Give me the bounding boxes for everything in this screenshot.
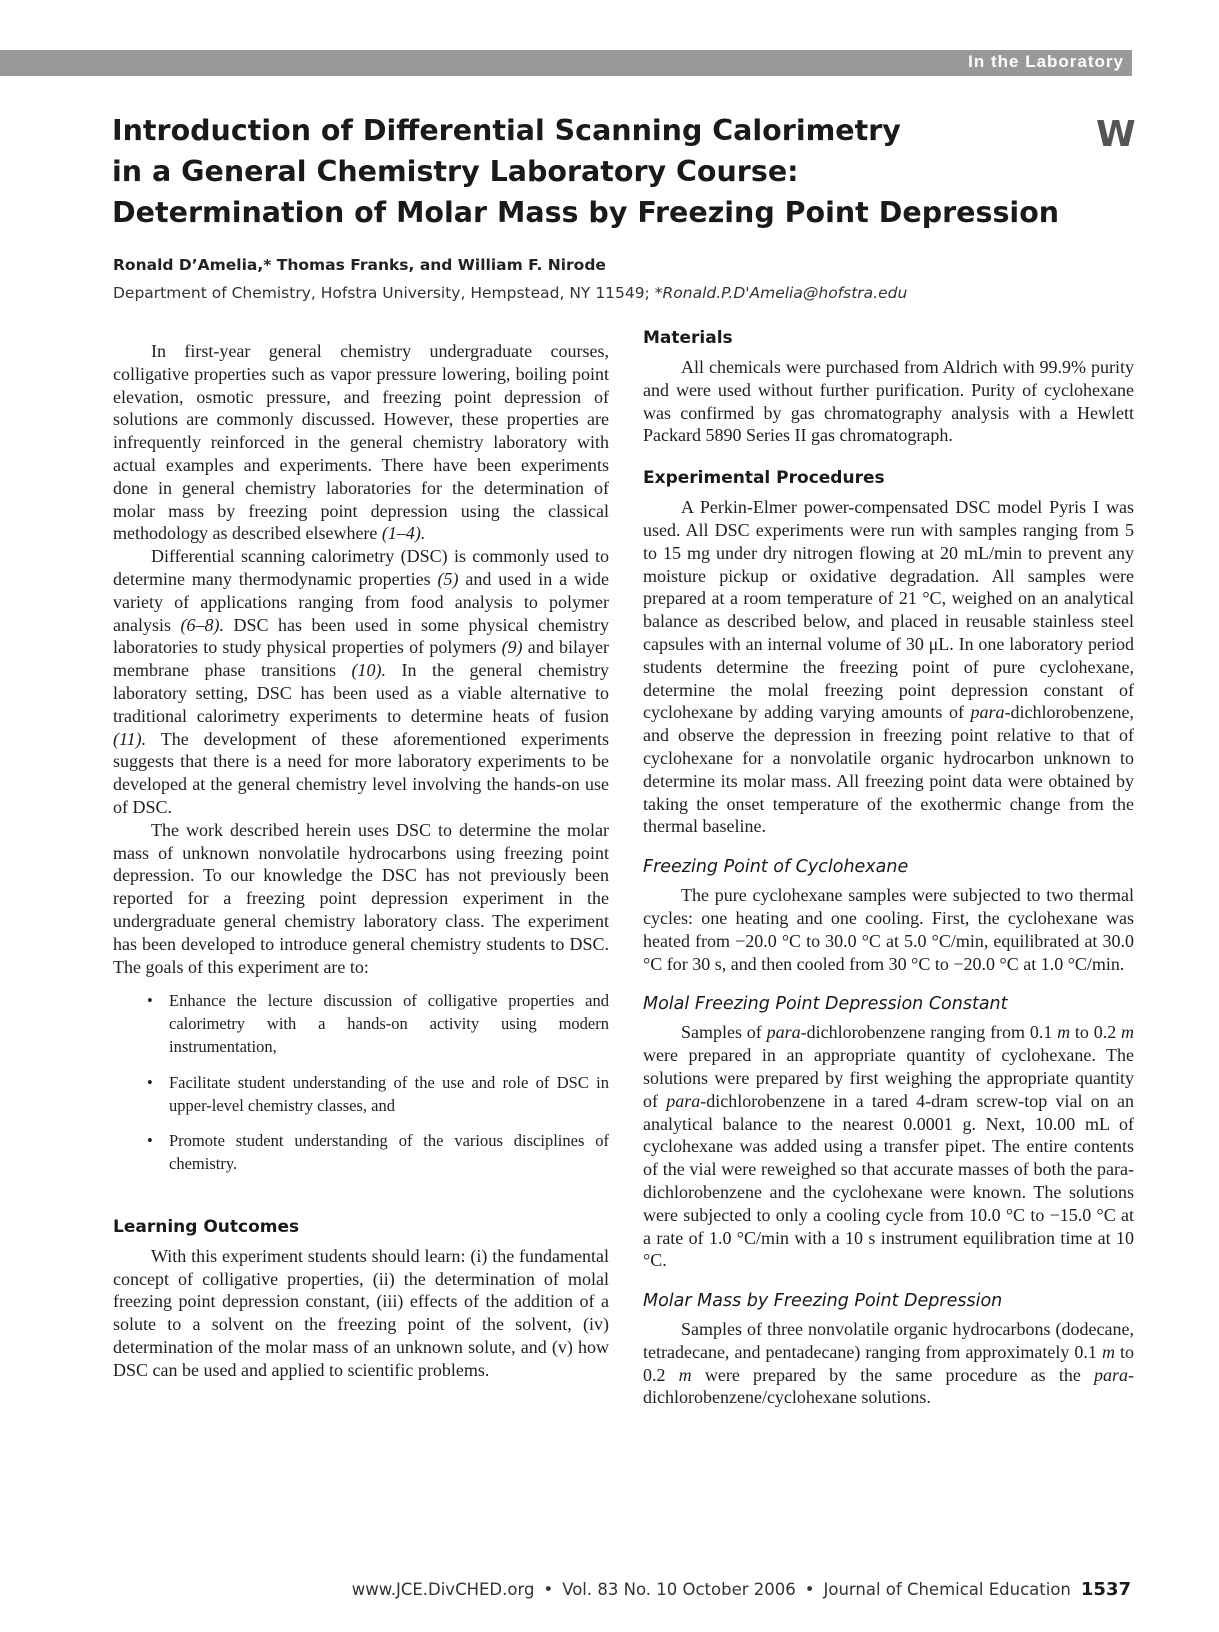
page-footer — [352, 1579, 1131, 1600]
molar-mass-heading: Molar Mass by Freezing Point Depression — [643, 1291, 1003, 1312]
list-item: • Enhance the lecture discussion of colligative properties and calorimetry with a hands-on activity using modern instrumentation, — [147, 990, 609, 1058]
procedures-paragraph: A Perkin-Elmer power-compensated DSC model Pyris I was used. All DSC experiments were run with samples ranging from 5 to 15 mg under dry nitrogen flowing at 20 mL/min to prevent any moisture pickup or oxidative degradation. All samples were prepared at a room temperature of 21 °C, weighed on an analytical balance as described below, and placed in reusable stainless steel capsules with an internal volume of 30 μL. In one laboratory period students determine the freezing point of pure cyclohexane, determine the molal freezing point depression constant of cyclohexane by adding varying amounts of para-dichlorobenzene, and observe the depression in freezing point relative to that of cyclohexane for a nonvolatile organic hydrocarbon unknown to determine its molar mass. All freezing point data were obtained by taking the onset temperature of the exothermic change from the thermal baseline. — [643, 497, 1134, 837]
footer-separator: • — [543, 1580, 554, 1599]
footer-separator: • — [804, 1580, 815, 1599]
web-material-icon: W — [1096, 114, 1136, 155]
left-column — [113, 340, 609, 1382]
goals-paragraph: The work described herein uses DSC to determine the molar mass of unknown nonvolatile hydrocarbons using freezing point depression. To our knowledge the DSC has not previously been reported for a freezing point depression experiment in the undergraduate general chemistry laboratory class. The experiment has been developed to introduce general chemistry students to DSC. The goals of this experiment are to: — [113, 819, 609, 977]
list-item: • Promote student understanding of the various disciplines of chemistry. — [147, 1130, 609, 1176]
intro-paragraph: In first-year general chemistry undergraduate courses, colligative properties such as vapor pressure lowering, boiling point elevation, osmotic pressure, and freezing point depression of solutions are commonly discussed. However, these properties are infrequently reinforced in the general chemistry laboratory with actual examples and experiments. There have been experiments done in general chemistry laboratories for the determination of molar mass by freezing point depression using the classical methodology as described elsewhere (1–4). — [113, 341, 609, 544]
journal-name: Journal of Chemical Education — [823, 1580, 1071, 1599]
author-email-link[interactable]: *Ronald.P.D'Amelia@hofstra.edu — [654, 284, 908, 302]
affiliation — [113, 284, 907, 302]
title-line: in a General Chemistry Laboratory Course: — [112, 155, 799, 188]
dsc-paragraph: Differential scanning calorimetry (DSC) is commonly used to determine many thermodynamic properties (5) and used in a wide variety of applications ranging from food analysis to polymer analysis (6–8). DSC has been used in some physical chemistry laboratories to study physical properties of polymers (9) and bilayer membrane phase transitions (10). In the general chemistry laboratory setting, DSC has been used as a viable alternative to traditional calorimetry experiments to determine heats of fusion (11). The development of these aforementioned experiments suggests that there is a need for more laboratory experiments to be developed at the general chemistry level involving the hands-on use of DSC. — [113, 546, 609, 817]
molal-constant-paragraph: Samples of para-dichlorobenzene ranging from 0.1 m to 0.2 m were prepared in an appropriate quantity of cyclohexane. The solutions were prepared by first weighing the appropriate quantity of para-dichlorobenzene in a tared 4-dram screw-top vial on an analytical balance to the nearest 0.0001 g. Next, 10.00 mL of cyclohexane was added using a transfer pipet. The entire contents of the vial were reweighed so that accurate masses of both the para-dichlorobenzene and the cyclohexane were known. The solutions were subjected to only a cooling cycle from 10.0 °C to −15.0 °C at a rate of 1.0 °C/min with a 10 s instrument equilibration time at 10 °C. — [643, 1022, 1134, 1271]
journal-url-link[interactable]: www.JCE.DivCHED.org — [351, 1580, 535, 1599]
volume-info: Vol. 83 No. 10 October 2006 — [562, 1580, 796, 1599]
citation: (9) — [501, 637, 523, 658]
citation: (1–4). — [381, 523, 426, 544]
right-column — [643, 328, 1135, 1409]
learning-outcomes-heading: Learning Outcomes — [113, 1216, 300, 1237]
materials-paragraph: All chemicals were purchased from Aldrich with 99.9% purity and were used without further purification. Purity of cyclohexane was confirmed by gas chromatography analysis with a Hewlett Packard 5890 Series II gas chromatograph. — [643, 357, 1134, 446]
affiliation-text: Department of Chemistry, Hofstra University, Hempstead, NY 11549; — [113, 284, 655, 302]
list-item: • Facilitate student understanding of the use and role of DSC in upper-level chemistry classes, and — [147, 1072, 609, 1118]
citation: (11). — [113, 728, 147, 749]
page-number: 1537 — [1080, 1579, 1131, 1600]
article-title — [112, 110, 1092, 233]
freezing-point-paragraph: The pure cyclohexane samples were subjected to two thermal cycles: one heating and one cooling. First, the cyclohexane was heated from −20.0 °C to 30.0 °C at 5.0 °C/min, equilibrated at 30.0 °C for 30 s, and then cooled from 30 °C to −20.0 °C at 1.0 °C/min. — [643, 885, 1134, 974]
learning-outcomes-paragraph: With this experiment students should learn: (i) the fundamental concept of colligative properties, (ii) the determination of molal freezing point depression constant, (iii) effects of the addition of a solute to a solvent on the freezing point of the solvent, (iv) determination of the molar mass of an unknown solute, and (v) how DSC can be used and applied to scientific problems. — [113, 1245, 609, 1380]
molar-mass-paragraph: Samples of three nonvolatile organic hydrocarbons (dodecane, tetradecane, and pentadecane) ranging from approximately 0.1 m to 0.2 m were prepared by the same procedure as the para-dichlorobenzene/cyclohexane solutions. — [643, 1319, 1135, 1408]
procedures-heading: Experimental Procedures — [643, 468, 885, 489]
freezing-point-heading: Freezing Point of Cyclohexane — [643, 857, 909, 878]
citation: (5) — [437, 568, 459, 589]
title-line: Introduction of Differential Scanning Calorimetry — [112, 114, 901, 147]
section-header-bar — [0, 50, 1132, 76]
materials-heading: Materials — [643, 328, 733, 348]
goals-list — [113, 990, 609, 1176]
citation: (6–8). — [180, 614, 224, 635]
title-line: Determination of Molar Mass by Freezing Point Depression — [112, 196, 1060, 229]
author-list: Ronald D’Amelia,* Thomas Franks, and William F. Nirode — [113, 256, 606, 274]
citation: (10). — [351, 660, 386, 681]
molal-constant-heading: Molal Freezing Point Depression Constant — [643, 994, 1008, 1015]
section-label: In the Laboratory — [968, 52, 1124, 71]
